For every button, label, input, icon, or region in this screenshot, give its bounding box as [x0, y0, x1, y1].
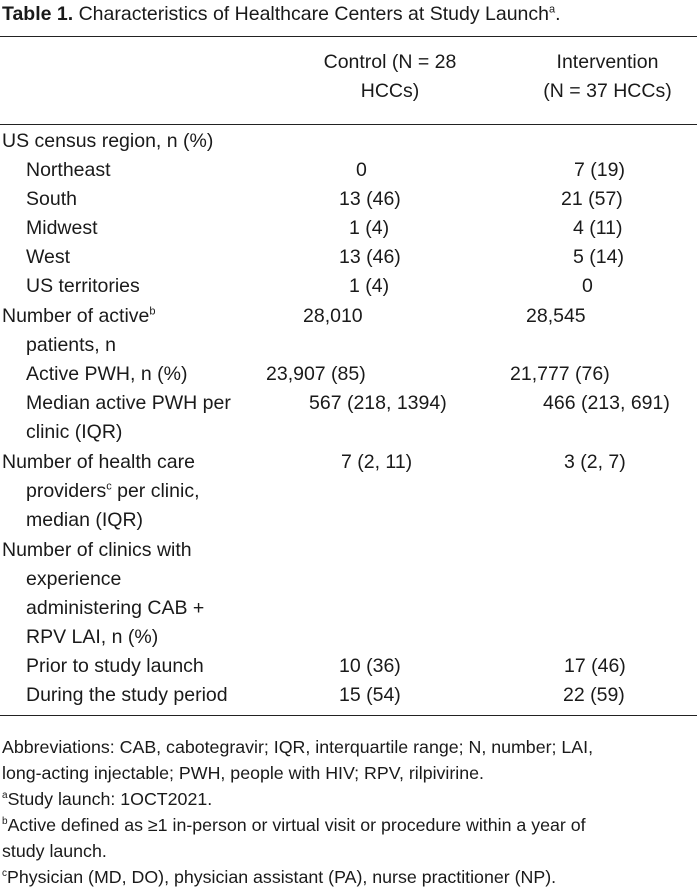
bottom-rule [0, 715, 697, 716]
row-south-intervention: 21 (57) [561, 188, 623, 210]
footnote-c: $^c$Physician (MD, DO), physician assistant (PA), nurse practitioner (NP). [2, 867, 557, 887]
row-clinics-exp-label-b: experience [26, 568, 122, 590]
header-rule [0, 124, 697, 125]
row-during-control: 15 (54) [339, 684, 401, 706]
footnote-abbreviations-a: Abbreviations: CAB, cabotegravir; IQR, interquartile range; N, number; LAI, [2, 737, 594, 757]
table-title: Characteristics of Healthcare Centers at Study Launch [78, 3, 549, 25]
row-midwest-label: Midwest [26, 217, 98, 239]
row-providers-intervention: 3 (2, 7) [564, 451, 626, 473]
row-active-patients-control: 28,010 [303, 305, 363, 327]
row-south-control: 13 (46) [339, 188, 401, 210]
row-active-patients-intervention: 28,545 [526, 305, 586, 327]
row-median-pwh-label-a: Median active PWH per [26, 392, 231, 414]
row-active-patients-label-b: patients, n [26, 334, 116, 356]
row-clinics-exp-label-d: RPV LAI, n (%) [26, 626, 159, 648]
row-providers-label-a: Number of health care [2, 451, 195, 473]
row-west-intervention: 5 (14) [573, 246, 624, 268]
table-label: Table 1. [2, 3, 74, 25]
row-providers-control: 7 (2, 11) [341, 451, 413, 473]
footnote-b-b: study launch. [2, 841, 107, 861]
row-during-intervention: 22 (59) [563, 684, 625, 706]
footnote-abbreviations-b: long-acting injectable; PWH, people with HIV; RPV, rilpivirine. [2, 763, 484, 783]
row-active-pwh-label: Active PWH, n (%) [26, 363, 188, 385]
row-clinics-exp-label-a: Number of clinics with [2, 539, 192, 561]
row-active-pwh-control: 23,907 (85) [266, 363, 366, 385]
row-west-control: 13 (46) [339, 246, 401, 268]
footnote-b-a: $^b$Active defined as ≥1 in-person or virtual visit or procedure within a year of [2, 815, 586, 835]
footnote-a: $^a$Study launch: 1OCT2021. [2, 789, 213, 809]
row-prior-label: Prior to study launch [26, 655, 204, 677]
row-territories-control: 1 (4) [349, 275, 390, 297]
footnote-marker-c: c [106, 480, 112, 493]
row-prior-control: 10 (36) [339, 655, 401, 677]
row-south-label: South [26, 188, 77, 210]
header-control-line1: Control (N = 28 [323, 51, 457, 73]
row-territories-label: US territories [26, 275, 140, 297]
header-intervention-line2: (N = 37 HCCs) [543, 80, 672, 102]
header-control-line2: HCCs) [360, 80, 420, 102]
row-median-pwh-label-b: clinic (IQR) [26, 421, 123, 443]
table-caption: Table 1. Characteristics of Healthcare Centers at Study Launch$^a$. [2, 3, 561, 25]
row-active-pwh-intervention: 21,777 (76) [510, 363, 610, 385]
row-west-label: West [26, 246, 71, 268]
row-active-patients-label-a: Number of active$^b$ [2, 305, 156, 327]
footnote-marker-a: a [549, 3, 556, 16]
row-territories-intervention: 0 [582, 275, 593, 297]
row-northeast-label: Northeast [26, 159, 111, 181]
row-region-heading: US census region, n (%) [2, 130, 214, 152]
row-clinics-exp-label-c: administering CAB + [26, 597, 205, 619]
row-median-pwh-intervention: 466 (213, 691) [543, 392, 670, 414]
row-midwest-control: 1 (4) [349, 217, 390, 239]
row-during-label: During the study period [26, 684, 228, 706]
row-midwest-intervention: 4 (11) [573, 217, 623, 239]
row-northeast-control: 0 [356, 159, 367, 181]
footnote-marker-b: b [149, 305, 156, 318]
row-northeast-intervention: 7 (19) [574, 159, 625, 181]
top-rule [0, 36, 697, 37]
row-median-pwh-control: 567 (218, 1394) [309, 392, 447, 414]
row-providers-label-b: providers$^c$ per clinic, [26, 480, 200, 502]
header-intervention-line1: Intervention [556, 51, 659, 73]
row-providers-label-c: median (IQR) [26, 509, 144, 531]
row-prior-intervention: 17 (46) [564, 655, 626, 677]
